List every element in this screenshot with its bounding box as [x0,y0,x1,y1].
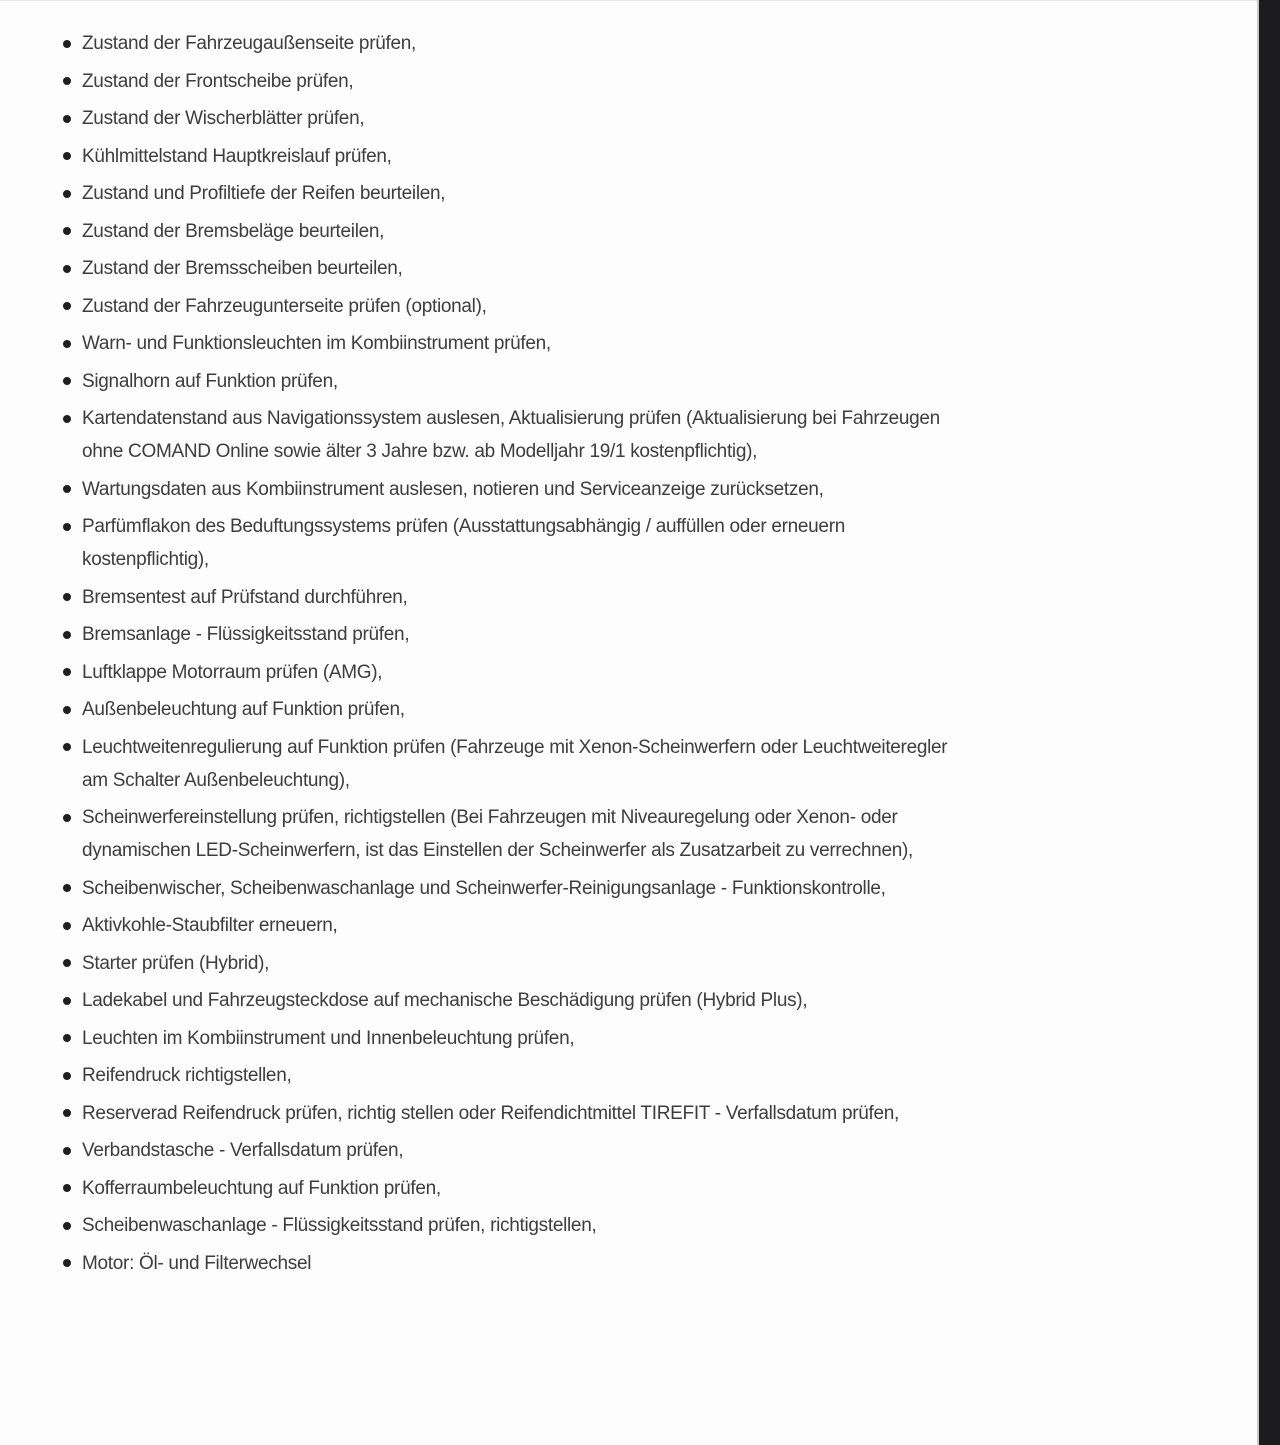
list-item [63,510,948,576]
list-item-text: Reifendruck richtigstellen, [82,1065,292,1086]
bullet-icon [63,485,71,493]
bullet-icon [63,523,71,531]
bullet-icon [63,340,71,348]
list-item-text: Aktivkohle-Staubfilter erneuern, [82,915,338,936]
list-item-text: Zustand der Bremsbeläge beurteilen, [82,220,385,242]
list-item [63,1097,948,1130]
list-item-text: Kofferraumbeleuchtung auf Funktion prüfen, [82,1177,441,1199]
bullet-icon [63,190,71,198]
service-checklist [63,27,948,1284]
list-item-text: Scheibenwaschanlage - Flüssigkeitsstand prüfen, richtigstellen, [82,1215,597,1236]
list-item-text: Ladekabel und Fahrzeugsteckdose auf mechanische Beschädigung prüfen (Hybrid Plus), [82,990,808,1011]
list-item-text: Luftklappe Motorraum prüfen (AMG), [82,661,383,683]
list-item-text: Wartungsdaten aus Kombiinstrument auslesen, notieren und Serviceanzeige zurücksetzen, [82,478,824,500]
list-item-text: Parfümflakon des Beduftungssystems prüfen (Ausstattungsabhängig / auffüllen oder erneuern kostenpflichtig), [82,516,845,570]
list-item-text: Leuchten im Kombiinstrument und Innenbeleuchtung prüfen, [82,1027,575,1049]
list-item [63,731,948,797]
list-item-text: Zustand der Wischerblätter prüfen, [82,108,365,129]
bullet-icon [63,415,71,423]
list-item-text: Reserverad Reifendruck prüfen, richtig stellen oder Reifendichtmittel TIREFIT - Verfallsdatum prüfen, [82,1102,899,1124]
list-item [63,473,948,506]
list-item [63,947,948,980]
list-item [63,618,948,651]
list-item [63,215,948,248]
list-item [63,65,948,98]
list-item-text: Scheinwerfereinstellung prüfen, richtigstellen (Bei Fahrzeugen mit Niveauregelung oder Xenon- oder dynamischen LED-Scheinwerfern, ist das Einstellen der Scheinwerfer als Zusatzarbeit zu verrechnen), [82,807,913,861]
list-item-text: Außenbeleuchtung auf Funktion prüfen, [82,699,405,720]
bullet-icon [63,997,71,1005]
list-item-text: Starter prüfen (Hybrid), [82,952,270,974]
list-item-text: Kühlmittelstand Hauptkreislauf prüfen, [82,145,392,167]
list-item [63,177,948,210]
list-item [63,327,948,360]
list-item [63,102,948,135]
right-dark-panel [1257,0,1280,1445]
bullet-icon [63,884,71,892]
list-item [63,656,948,689]
list-item-text: Leuchtweitenregulierung auf Funktion prüfen (Fahrzeuge mit Xenon-Scheinwerfern oder Leuchtweiteregler am Schalter Außenbeleuchtung), [82,736,948,791]
list-item [63,290,948,323]
bullet-icon [63,115,71,123]
bullet-icon [63,668,71,676]
list-item-text: Zustand der Bremsscheiben beurteilen, [82,258,403,279]
list-item [63,693,948,726]
bullet-icon [63,77,71,85]
list-item [63,1022,948,1055]
list-item-text: Motor: Öl- und Filterwechsel [82,1252,312,1274]
bullet-icon [63,1259,71,1267]
bullet-icon [63,1072,71,1080]
list-item-text: Signalhorn auf Funktion prüfen, [82,370,338,392]
bullet-icon [63,265,71,273]
list-item [63,1059,948,1092]
bullet-icon [63,1109,71,1117]
list-item [63,365,948,398]
bullet-icon [63,1034,71,1042]
bullet-icon [63,302,71,310]
bullet-icon [63,706,71,714]
bullet-icon [63,959,71,967]
bullet-icon [63,1147,71,1155]
bullet-icon [63,1184,71,1192]
list-item [63,872,948,905]
list-item [63,27,948,60]
bullet-icon [63,922,71,930]
list-item-text: Verbandstasche - Verfallsdatum prüfen, [82,1140,404,1161]
bullet-icon [63,152,71,160]
list-item [63,1172,948,1205]
list-item [63,402,948,468]
list-item-text: Kartendatenstand aus Navigationssystem auslesen, Aktualisierung prüfen (Aktualisierung bei Fahrzeugen ohne COMAND Online sowie älter 3 Jahre bzw. ab Modelljahr 19/1 kostenpflichtig), [82,408,940,462]
bullet-icon [63,593,71,601]
bullet-icon [63,814,71,822]
list-item [63,1247,948,1280]
list-item [63,581,948,614]
list-item-text: Bremsentest auf Prüfstand durchführen, [82,586,408,608]
list-item-text: Scheibenwischer, Scheibenwaschanlage und Scheinwerfer-Reinigungsanlage - Funktionskontrolle, [82,877,886,899]
list-item-text: Zustand der Fahrzeugaußenseite prüfen, [82,33,416,54]
list-item [63,252,948,285]
bullet-icon [63,227,71,235]
list-item-text: Zustand der Fahrzeugunterseite prüfen (optional), [82,295,487,317]
list-item [63,1134,948,1167]
list-item [63,801,948,867]
bullet-icon [63,631,71,639]
list-item [63,984,948,1017]
list-item-text: Zustand und Profiltiefe der Reifen beurteilen, [82,183,446,204]
bullet-icon [63,743,71,751]
list-item-text: Bremsanlage - Flüssigkeitsstand prüfen, [82,624,410,645]
list-item [63,1209,948,1242]
bullet-icon [63,1222,71,1230]
bullet-icon [63,40,71,48]
list-item-text: Warn- und Funktionsleuchten im Kombiinstrument prüfen, [82,333,551,354]
list-item-text: Zustand der Frontscheibe prüfen, [82,70,354,92]
bullet-icon [63,377,71,385]
list-item [63,909,948,942]
list-item [63,140,948,173]
